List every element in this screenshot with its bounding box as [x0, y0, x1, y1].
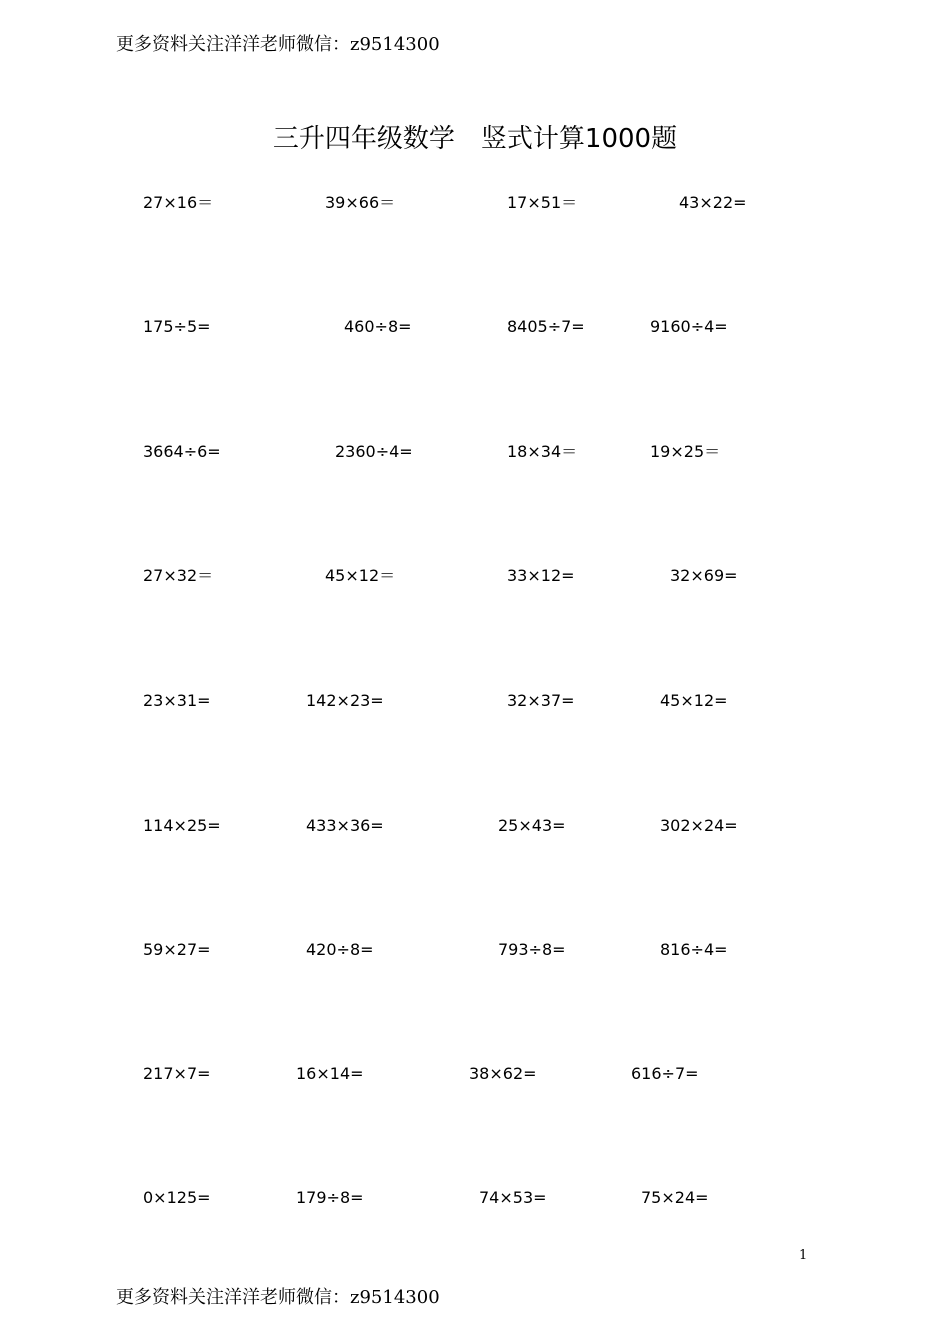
page-title: 三升四年级数学 竖式计算1000题	[272, 124, 678, 154]
problem-item: 32×37=	[507, 691, 575, 710]
problem-item: 23×31=	[143, 691, 211, 710]
page-number: 1	[799, 1248, 808, 1263]
problem-item: 616÷7=	[631, 1064, 699, 1083]
problem-item: 217×7=	[143, 1064, 211, 1083]
footer-note: 更多资料关注洋洋老师微信：z9514300	[116, 1287, 440, 1308]
problem-item: 420÷8=	[306, 940, 374, 959]
problem-item: 302×24=	[660, 816, 738, 835]
problem-item: 816÷4=	[660, 940, 728, 959]
problem-item: 27×16＝	[143, 193, 214, 212]
problem-item: 32×69=	[670, 566, 738, 585]
problem-item: 43×22=	[679, 193, 747, 212]
problem-item: 17×51＝	[507, 193, 578, 212]
problem-item: 175÷5=	[143, 317, 211, 336]
problem-item: 39×66＝	[325, 193, 396, 212]
header-note: 更多资料关注洋洋老师微信：z9514300	[116, 34, 440, 55]
problem-item: 8405÷7=	[507, 317, 585, 336]
problem-item: 2360÷4=	[335, 442, 413, 461]
problem-item: 75×24=	[641, 1188, 709, 1207]
problem-item: 25×43=	[498, 816, 566, 835]
problem-item: 9160÷4=	[650, 317, 728, 336]
problem-item: 3664÷6=	[143, 442, 221, 461]
problem-item: 142×23=	[306, 691, 384, 710]
problem-item: 33×12=	[507, 566, 575, 585]
problem-item: 793÷8=	[498, 940, 566, 959]
problem-item: 59×27=	[143, 940, 211, 959]
problem-item: 45×12=	[660, 691, 728, 710]
problem-item: 38×62=	[469, 1064, 537, 1083]
problem-item: 0×125=	[143, 1188, 211, 1207]
problem-item: 19×25＝	[650, 442, 721, 461]
problem-item: 460÷8=	[344, 317, 412, 336]
problem-item: 179÷8=	[296, 1188, 364, 1207]
problem-item: 16×14=	[296, 1064, 364, 1083]
problem-item: 27×32＝	[143, 566, 214, 585]
problem-item: 114×25=	[143, 816, 221, 835]
problem-item: 18×34＝	[507, 442, 578, 461]
problem-item: 433×36=	[306, 816, 384, 835]
problem-item: 74×53=	[479, 1188, 547, 1207]
problem-item: 45×12＝	[325, 566, 396, 585]
